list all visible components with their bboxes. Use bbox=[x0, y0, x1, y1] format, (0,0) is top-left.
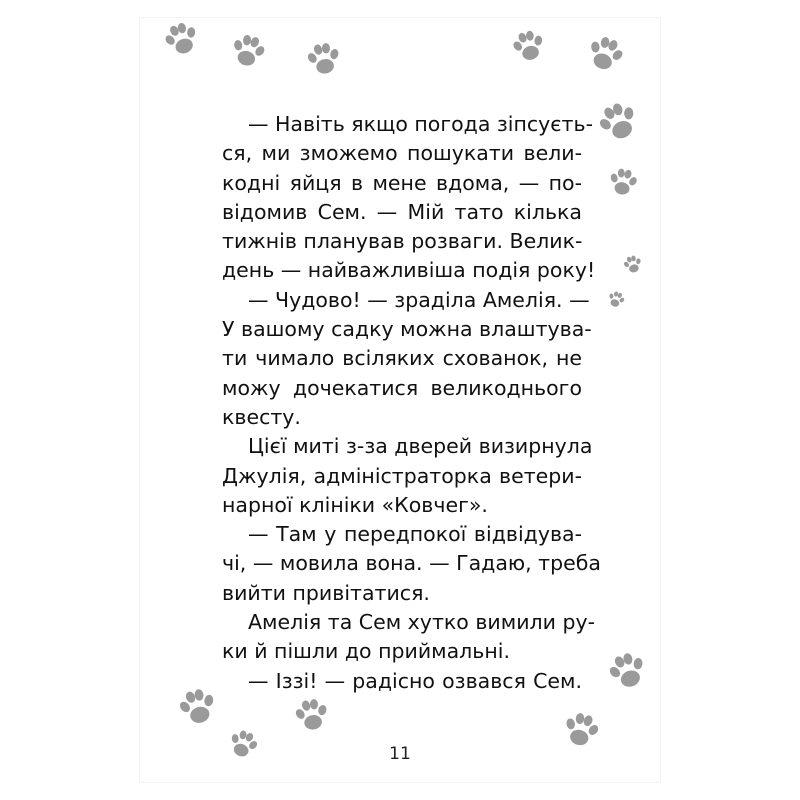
paw-print-icon bbox=[176, 686, 220, 730]
paw-print-icon bbox=[304, 40, 344, 80]
text-line: чі, — мовила вона. — Гадаю, треба bbox=[222, 551, 601, 576]
text-line: — Іззі! — радісно озвався Сем. bbox=[248, 668, 582, 693]
text-line: Цієї миті з-за дверей визирнула bbox=[248, 434, 593, 459]
text-line: — Чудово! — зраділа Амелія. — bbox=[248, 287, 590, 312]
paw-print-icon bbox=[606, 650, 650, 694]
text-line: відомив Сем. — Мій тато кілька bbox=[222, 199, 582, 224]
text-line: нарної клініки «Ковчег». bbox=[222, 492, 488, 517]
text-line: кодні яйця в мене вдома, — по- bbox=[222, 170, 582, 195]
text-line: вийти привітатися. bbox=[222, 580, 430, 605]
body-text bbox=[222, 110, 601, 696]
text-line: можу дочекатися великоднього bbox=[222, 375, 582, 400]
text-line: ся, ми зможемо пошукати вели- bbox=[222, 141, 582, 166]
paw-print-icon bbox=[606, 290, 626, 310]
paw-print-icon bbox=[622, 254, 644, 276]
paw-print-icon bbox=[228, 32, 268, 72]
text-line: квесту. bbox=[222, 404, 301, 429]
paw-print-icon bbox=[162, 20, 202, 60]
text-line: день — найважливіша подія року! bbox=[222, 258, 596, 283]
text-line: тижнів планував розваги. Велик- bbox=[222, 229, 583, 254]
paw-print-icon bbox=[584, 34, 626, 76]
paw-print-icon bbox=[510, 28, 548, 66]
text-line: ки й пішли до приймальні. bbox=[222, 639, 510, 664]
paw-print-icon bbox=[292, 696, 332, 736]
paw-print-icon bbox=[596, 100, 642, 146]
text-line: ти чимало всіляких схованок, не bbox=[222, 346, 582, 371]
text-line: У вашому садку можна влаштува- bbox=[222, 317, 592, 342]
book-page bbox=[140, 18, 660, 782]
text-line: Джулія, адміністраторка ветери- bbox=[222, 463, 582, 488]
text-line: Амелія та Сем хутко вимили ру- bbox=[248, 610, 595, 635]
page-number: 11 bbox=[389, 744, 411, 764]
paw-print-icon bbox=[606, 166, 640, 200]
text-line: — Там у передпокої відвідува- bbox=[248, 522, 582, 547]
text-line: — Навіть якщо погода зіпсуєть- bbox=[248, 112, 593, 136]
